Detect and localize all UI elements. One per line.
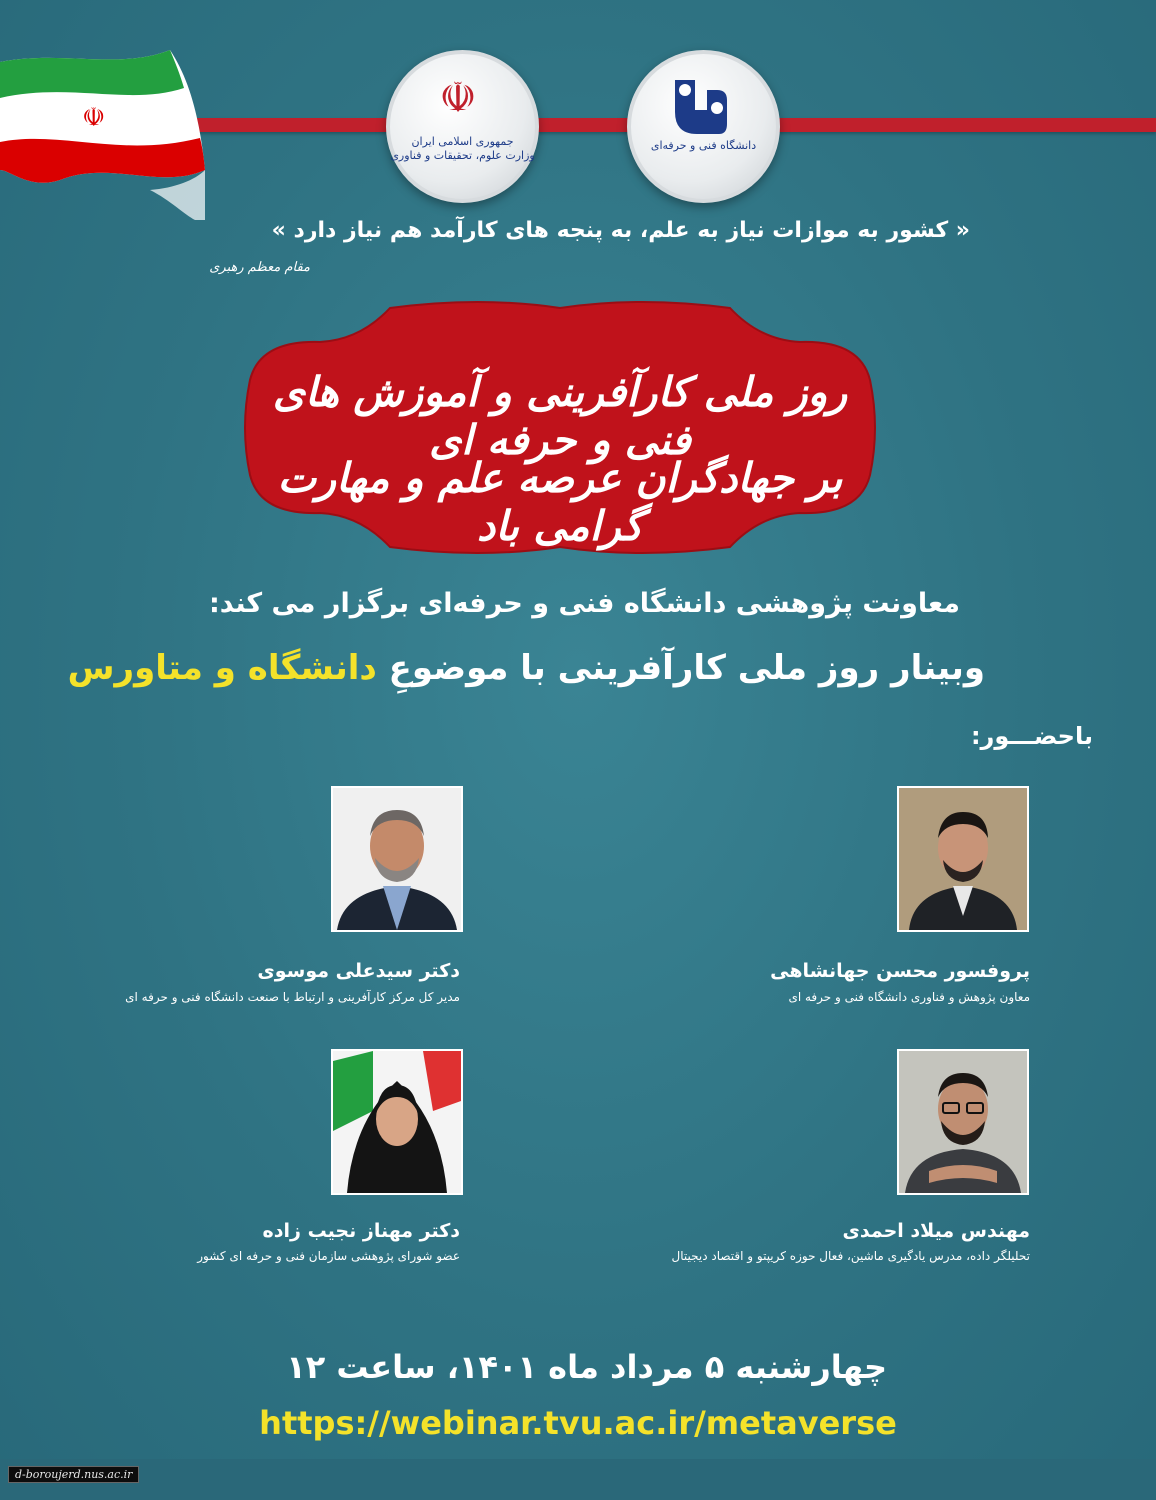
quote-author: مقام معظم رهبری (209, 260, 310, 275)
ministry-logo-text: جمهوری اسلامی ایران وزارت علوم، تحقیقات و فناوری (390, 135, 535, 162)
speaker-role: تحلیلگر داده، مدرس یادگیری ماشین، فعال حوزه کریپتو و اقتصاد دیجیتال (671, 1249, 1030, 1263)
webinar-prefix: وبینار روز ملی کارآفرینی با موضوعِ (376, 648, 985, 688)
presence-label: باحضـــور: (970, 722, 1093, 750)
svg-text:☫: ☫ (439, 73, 477, 122)
speaker-photo-mousavi (331, 786, 463, 932)
person-icon (333, 788, 461, 930)
university-emblem-icon (627, 50, 772, 195)
speaker-role: معاون پژوهش و فناوری دانشگاه فنی و حرفه ای (788, 990, 1030, 1004)
iran-flag-icon (0, 40, 230, 220)
webinar-link[interactable]: https://webinar.tvu.ac.ir/metaverse (259, 1404, 897, 1442)
speaker-name: پروفسور محسن جهانشاهی (770, 960, 1030, 982)
speaker-photo-najibzadeh (331, 1049, 463, 1195)
footer-bar (0, 1459, 1156, 1500)
footer-site-badge[interactable]: d-boroujerd.nus.ac.ir (8, 1466, 139, 1483)
webinar-topic: دانشگاه و متاورس (67, 648, 377, 688)
ministry-logo (386, 50, 539, 203)
event-date: چهارشنبه ۵ مرداد ماه ۱۴۰۱، ساعت ۱۲ (286, 1348, 887, 1386)
person-icon (899, 1051, 1027, 1193)
leader-quote: « کشور به موازات نیاز به علم، به پنجه های کارآمد هم نیاز دارد » (271, 218, 970, 243)
speaker-name: دکتر سیدعلی موسوی (257, 960, 460, 982)
organizer-text: معاونت پژوهشی دانشگاه فنی و حرفه‌ای برگزار می کند: (208, 588, 960, 619)
speaker-name: مهندس میلاد احمدی (842, 1220, 1030, 1242)
university-logo (627, 50, 780, 203)
person-icon (333, 1051, 461, 1193)
person-icon (899, 788, 1027, 930)
speaker-name: دکتر مهناز نجیب زاده (262, 1220, 460, 1242)
emblem-icon (386, 50, 531, 195)
banner-line-2: بر جهادگران عرصه علم و مهارت گرامی باد (277, 454, 843, 550)
svg-text:☫: ☫ (82, 103, 106, 133)
speaker-photo-jahanshahi (897, 786, 1029, 932)
speaker-role: عضو شورای پژوهشی سازمان فنی و حرفه ای کشور (197, 1249, 460, 1263)
speaker-photo-ahmadi (897, 1049, 1029, 1195)
banner-line-1: روز ملی کارآفرینی و آموزش های فنی و حرفه ای (272, 368, 848, 464)
speaker-role: مدیر کل مرکز کارآفرینی و ارتباط با صنعت دانشگاه فنی و حرفه ای (125, 990, 460, 1004)
university-logo-text: دانشگاه فنی و حرفه‌ای (650, 139, 757, 152)
webinar-title (67, 648, 985, 688)
